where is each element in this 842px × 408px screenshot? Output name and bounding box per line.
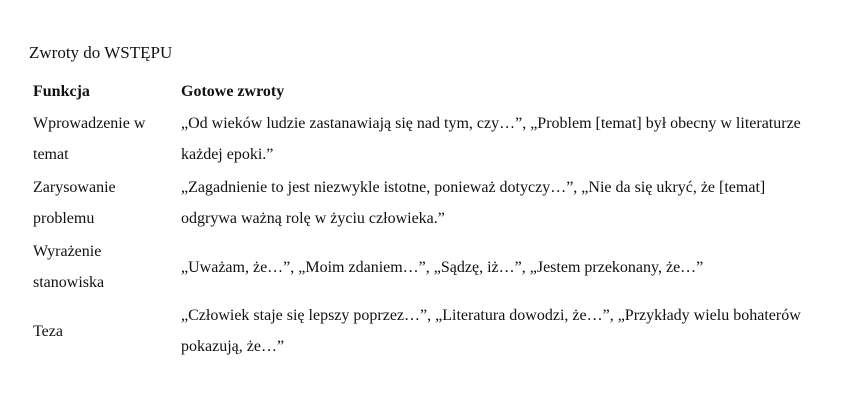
row-function: Teza [33,322,63,340]
table-header-row [27,76,807,107]
header-phrases: Gotowe zwroty [181,83,285,100]
table-row [27,171,807,235]
row-phrases: „Zagadnienie to jest niezwykle istotne, ponieważ dotyczy…”, „Nie da się ukryć, że [temat] odgrywa ważną rolę w życiu człowieka.” [181,179,766,227]
table-row [27,235,807,299]
table-row [27,107,807,171]
document-title: Zwroty do WSTĘPU [29,43,173,62]
row-phrases: „Uważam, że…”, „Moim zdaniem…”, „Sądzę, iż…”, „Jestem przekonany, że…” [181,258,704,276]
header-function: Funkcja [33,83,90,100]
row-function: Zarysowanie problemu [33,179,116,227]
row-function: Wyrażenie stanowiska [33,243,105,291]
table-row [27,299,807,363]
row-phrases: „Człowiek staje się lepszy poprzez…”, „Literatura dowodzi, że…”, „Przykłady wielu bohaterów pokazują, że…” [181,307,801,355]
row-phrases: „Od wieków ludzie zastanawiają się nad tym, czy…”, „Problem [temat] był obecny w literaturze każdej epoki.” [181,115,801,163]
phrases-table [27,76,807,363]
row-function: Wprowadzenie w temat [33,115,146,163]
